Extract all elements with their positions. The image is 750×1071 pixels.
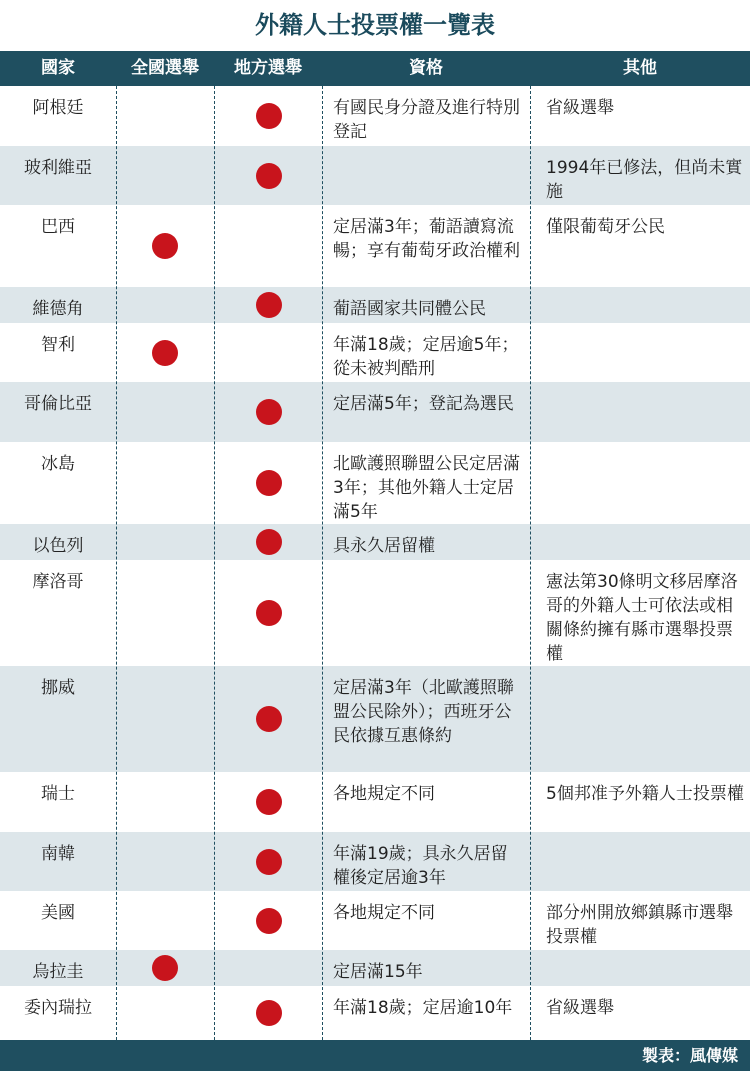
table-title: 外籍人士投票權一覽表 — [255, 11, 495, 39]
country-cell: 瑞士 — [41, 784, 75, 804]
qualification-cell: 各地規定不同 — [333, 903, 435, 923]
header-local: 地方選舉 — [234, 58, 302, 78]
table-row — [0, 950, 750, 986]
country-cell: 智利 — [41, 335, 75, 355]
country-cell: 美國 — [41, 903, 75, 923]
qualification-cell: 年滿18歲；定居逾10年 — [333, 998, 513, 1018]
header-country: 國家 — [41, 58, 75, 78]
country-cell: 挪威 — [41, 678, 75, 698]
other-cell: 5個邦准予外籍人士投票權 — [546, 784, 744, 804]
qualification-cell: 北歐護照聯盟公民定居滿3年；其他外籍人士定居滿5年 — [333, 454, 520, 522]
table-row — [0, 832, 750, 891]
country-cell: 烏拉圭 — [32, 962, 84, 982]
column-divider — [116, 86, 117, 1040]
qualification-cell: 年滿19歲；具永久居留權後定居逾3年 — [333, 844, 508, 888]
qualification-cell: 定居滿15年 — [333, 962, 423, 982]
footer-credit: 製表：風傳媒 — [641, 1046, 738, 1065]
country-cell: 摩洛哥 — [32, 572, 84, 592]
local-election-dot — [256, 292, 282, 318]
table-row — [0, 986, 750, 1040]
table-row — [0, 891, 750, 950]
table-row — [0, 146, 750, 205]
qualification-cell: 各地規定不同 — [333, 784, 435, 804]
national-election-dot — [152, 233, 178, 259]
country-cell: 玻利維亞 — [24, 158, 92, 178]
table-row — [0, 323, 750, 382]
national-election-dot — [152, 955, 178, 981]
other-cell: 省級選舉 — [546, 998, 614, 1018]
table-row — [0, 205, 750, 287]
footer-bar — [0, 1040, 750, 1071]
other-cell — [546, 524, 744, 560]
local-election-dot — [256, 529, 282, 555]
qualification-cell: 定居滿5年；登記為選民 — [333, 394, 514, 414]
table-row — [0, 560, 750, 666]
qualification-cell — [333, 146, 521, 205]
other-cell — [546, 666, 744, 772]
qualification-cell: 有國民身分證及進行特別登記 — [333, 98, 520, 142]
column-divider — [322, 86, 323, 1040]
qualification-cell — [333, 560, 521, 666]
local-election-dot — [256, 399, 282, 425]
local-election-dot — [256, 600, 282, 626]
table-row — [0, 666, 750, 772]
qualification-cell: 定居滿3年（北歐護照聯盟公民除外）；西班牙公民依據互惠條約 — [333, 678, 514, 746]
other-cell: 1994年已修法，但尚未實施 — [546, 158, 743, 202]
other-cell — [546, 442, 744, 524]
header-qualification: 資格 — [409, 58, 443, 78]
local-election-dot — [256, 849, 282, 875]
local-election-dot — [256, 706, 282, 732]
local-election-dot — [256, 163, 282, 189]
country-cell: 冰島 — [41, 454, 75, 474]
other-cell: 部分州開放鄉鎮縣市選舉投票權 — [546, 903, 733, 947]
national-election-dot — [152, 340, 178, 366]
other-cell — [546, 382, 744, 442]
table-header — [0, 51, 750, 86]
table-row — [0, 524, 750, 560]
header-national: 全國選舉 — [131, 58, 199, 78]
qualification-cell: 葡語國家共同體公民 — [333, 299, 486, 319]
column-divider — [530, 86, 531, 1040]
column-divider — [214, 86, 215, 1040]
local-election-dot — [256, 908, 282, 934]
other-cell — [546, 832, 744, 891]
table-row — [0, 382, 750, 442]
table-row — [0, 287, 750, 323]
other-cell: 憲法第30條明文移居摩洛哥的外籍人士可依法或相關條約擁有縣市選舉投票權 — [546, 572, 738, 664]
local-election-dot — [256, 470, 282, 496]
local-election-dot — [256, 789, 282, 815]
country-cell: 以色列 — [32, 536, 84, 556]
country-cell: 阿根廷 — [32, 98, 84, 118]
table-row — [0, 86, 750, 146]
country-cell: 維德角 — [32, 299, 84, 319]
country-cell: 哥倫比亞 — [24, 394, 92, 414]
qualification-cell: 年滿18歲；定居逾5年；從未被判酷刑 — [333, 335, 519, 379]
table-row — [0, 772, 750, 832]
qualification-cell: 具永久居留權 — [333, 536, 435, 556]
country-cell: 委內瑞拉 — [24, 998, 92, 1018]
country-cell: 南韓 — [41, 844, 75, 864]
other-cell: 省級選舉 — [546, 98, 614, 118]
header-other: 其他 — [623, 58, 657, 78]
table-row — [0, 442, 750, 524]
local-election-dot — [256, 1000, 282, 1026]
other-cell — [546, 950, 744, 986]
country-cell: 巴西 — [41, 217, 75, 237]
local-election-dot — [256, 103, 282, 129]
other-cell: 僅限葡萄牙公民 — [546, 217, 665, 237]
qualification-cell: 定居滿3年；葡語讀寫流暢；享有葡萄牙政治權利 — [333, 217, 520, 261]
other-cell — [546, 287, 744, 323]
other-cell — [546, 323, 744, 382]
